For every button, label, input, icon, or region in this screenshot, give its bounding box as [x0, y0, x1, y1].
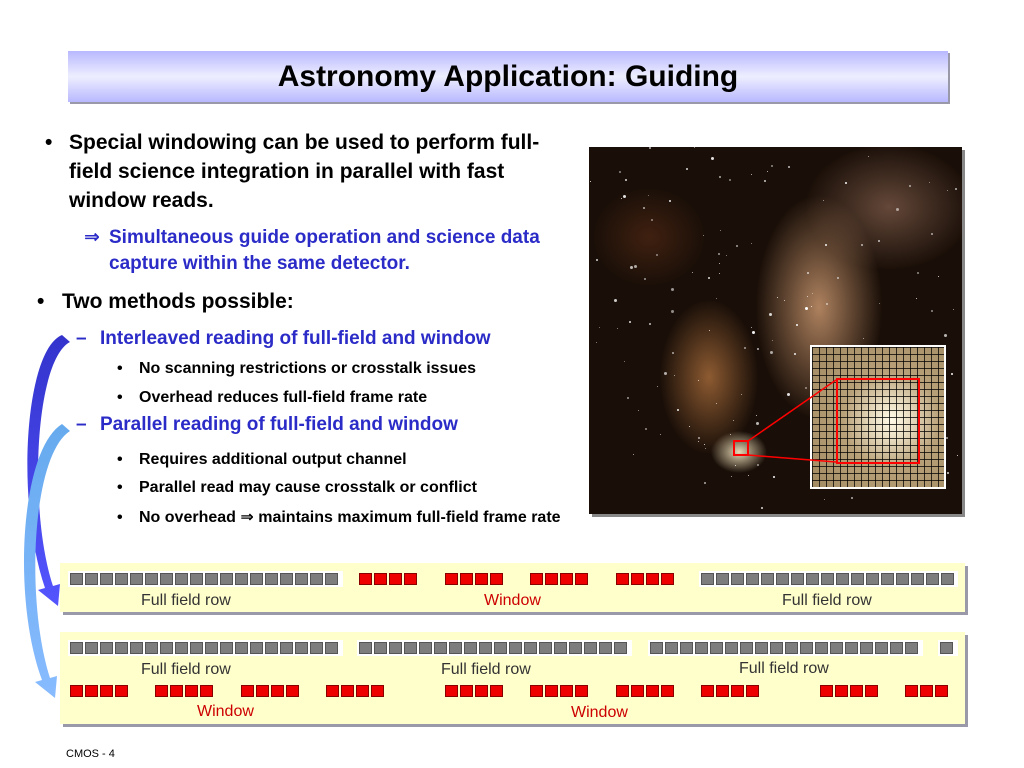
window-pixel	[170, 685, 183, 697]
full-field-pixel	[785, 642, 798, 654]
window-pixel-group	[70, 683, 130, 699]
window-pixel	[85, 685, 98, 697]
full-field-pixel	[896, 573, 909, 585]
full-field-pixel	[295, 573, 308, 585]
full-field-pixel	[911, 573, 924, 585]
full-field-pixel	[740, 642, 753, 654]
slide-title: Astronomy Application: Guiding	[277, 59, 739, 93]
full-field-pixel	[614, 642, 627, 654]
full-field-pixel	[725, 642, 738, 654]
full-field-pixel	[265, 573, 278, 585]
full-field-pixel	[776, 573, 789, 585]
gray-pixel-row	[701, 571, 956, 587]
window-pixel	[575, 685, 588, 697]
gray-pixel-row	[359, 640, 629, 656]
full-field-pixel	[746, 573, 759, 585]
label-full-field-row: Full field row	[441, 661, 531, 678]
full-field-pixel	[250, 573, 263, 585]
window-pixel	[935, 685, 948, 697]
window-pixel	[646, 685, 659, 697]
full-field-pixel	[85, 573, 98, 585]
full-field-pixel	[791, 573, 804, 585]
gray-pixel-row	[650, 640, 920, 656]
full-field-pixel	[509, 642, 522, 654]
full-field-pixel	[220, 642, 233, 654]
window-pixel	[490, 685, 503, 697]
window-pixel	[545, 573, 558, 585]
full-field-pixel	[325, 573, 338, 585]
window-pixel	[631, 573, 644, 585]
window-pixel-group	[155, 683, 215, 699]
gray-pixel-row	[70, 640, 340, 656]
full-field-pixel	[524, 642, 537, 654]
window-pixel	[341, 685, 354, 697]
full-field-pixel	[374, 642, 387, 654]
window-pixel	[241, 685, 254, 697]
full-field-pixel	[175, 642, 188, 654]
full-field-pixel	[494, 642, 507, 654]
window-pixel	[286, 685, 299, 697]
window-pixel	[326, 685, 339, 697]
window-pixel	[70, 685, 83, 697]
full-field-pixel	[755, 642, 768, 654]
window-pixel	[746, 685, 759, 697]
full-field-pixel	[130, 573, 143, 585]
full-field-pixel	[851, 573, 864, 585]
window-pixel	[356, 685, 369, 697]
full-field-pixel	[905, 642, 918, 654]
full-field-pixel	[265, 642, 278, 654]
window-pixel	[661, 573, 674, 585]
full-field-pixel	[190, 642, 203, 654]
full-field-pixel	[665, 642, 678, 654]
window-pixel	[905, 685, 918, 697]
window-pixel	[389, 573, 402, 585]
window-pixel	[575, 573, 588, 585]
full-field-pixel	[434, 642, 447, 654]
full-field-pixel	[770, 642, 783, 654]
window-pixel	[661, 685, 674, 697]
full-field-pixel	[866, 573, 879, 585]
window-pixel	[716, 685, 729, 697]
m2-item-3-b: maintains maximum full-field frame rate	[258, 509, 561, 526]
window-pixel	[631, 685, 644, 697]
bullet-special-windowing: Special windowing can be used to perform full-field science integration in parallel with fast window reads.	[69, 131, 540, 212]
full-field-pixel	[145, 573, 158, 585]
full-field-pixel	[941, 573, 954, 585]
full-field-pixel	[359, 642, 372, 654]
full-field-pixel	[830, 642, 843, 654]
full-field-pixel	[145, 642, 158, 654]
full-field-pixel	[800, 642, 813, 654]
window-pixel	[701, 685, 714, 697]
full-field-pixel	[280, 573, 293, 585]
m1-item-1: No scanning restrictions or crosstalk issues	[139, 360, 477, 377]
bullet-dot: •	[117, 509, 123, 526]
full-field-pixel	[761, 573, 774, 585]
bullet-dot: •	[45, 131, 53, 154]
full-field-pixel	[85, 642, 98, 654]
label-window: Window	[484, 592, 541, 609]
label-full-field-row: Full field row	[141, 592, 231, 609]
window-pixel-group	[445, 571, 505, 587]
full-field-pixel	[890, 642, 903, 654]
bullet-dot: •	[117, 360, 123, 377]
label-window: Window	[571, 704, 628, 721]
full-field-pixel	[175, 573, 188, 585]
window-pixel	[460, 685, 473, 697]
window-pixel-group	[326, 683, 386, 699]
window-pixel	[865, 685, 878, 697]
m2-item-1: Requires additional output channel	[139, 451, 407, 468]
full-field-pixel	[115, 573, 128, 585]
bullet-two-methods: Two methods possible:	[62, 290, 294, 313]
window-pixel-group	[905, 683, 950, 699]
full-field-pixel	[70, 573, 83, 585]
full-field-pixel	[710, 642, 723, 654]
window-pixel	[256, 685, 269, 697]
window-pixel	[545, 685, 558, 697]
full-field-pixel	[70, 642, 83, 654]
window-pixel	[530, 573, 543, 585]
full-field-pixel	[716, 573, 729, 585]
label-full-field-row: Full field row	[739, 660, 829, 677]
full-field-pixel	[419, 642, 432, 654]
full-field-pixel	[464, 642, 477, 654]
full-field-pixel	[821, 573, 834, 585]
window-pixel	[820, 685, 833, 697]
window-pixel	[115, 685, 128, 697]
window-pixel	[560, 573, 573, 585]
window-pixel	[445, 685, 458, 697]
full-field-pixel	[940, 642, 953, 654]
gray-pixel-row	[940, 640, 955, 656]
dash-marker: –	[76, 328, 87, 349]
full-field-pixel	[584, 642, 597, 654]
window-pixel-group	[359, 571, 419, 587]
full-field-pixel	[235, 642, 248, 654]
full-field-pixel	[806, 573, 819, 585]
m1-item-2: Overhead reduces full-field frame rate	[139, 389, 428, 406]
full-field-pixel	[599, 642, 612, 654]
window-pixel-group	[616, 683, 676, 699]
label-full-field-row: Full field row	[782, 592, 872, 609]
full-field-pixel	[160, 573, 173, 585]
window-pixel	[850, 685, 863, 697]
label-window: Window	[197, 703, 254, 720]
window-pixel	[374, 573, 387, 585]
full-field-pixel	[295, 642, 308, 654]
full-field-pixel	[875, 642, 888, 654]
full-field-pixel	[250, 642, 263, 654]
window-pixel	[530, 685, 543, 697]
full-field-pixel	[100, 573, 113, 585]
window-pixel	[100, 685, 113, 697]
window-pixel	[835, 685, 848, 697]
window-pixel	[475, 685, 488, 697]
full-field-pixel	[680, 642, 693, 654]
full-field-pixel	[701, 573, 714, 585]
dash-marker: –	[76, 414, 87, 435]
full-field-pixel	[449, 642, 462, 654]
window-pixel	[155, 685, 168, 697]
full-field-pixel	[205, 573, 218, 585]
full-field-pixel	[235, 573, 248, 585]
full-field-pixel	[100, 642, 113, 654]
full-field-pixel	[860, 642, 873, 654]
full-field-pixel	[881, 573, 894, 585]
full-field-pixel	[220, 573, 233, 585]
window-pixel	[646, 573, 659, 585]
window-pixel	[920, 685, 933, 697]
full-field-pixel	[554, 642, 567, 654]
full-field-pixel	[115, 642, 128, 654]
window-pixel-group	[530, 683, 590, 699]
method-parallel: Parallel reading of full-field and window	[100, 414, 458, 435]
window-pixel	[371, 685, 384, 697]
full-field-pixel	[130, 642, 143, 654]
window-pixel	[560, 685, 573, 697]
window-pixel-group	[820, 683, 880, 699]
full-field-pixel	[539, 642, 552, 654]
full-field-pixel	[325, 642, 338, 654]
window-pixel	[445, 573, 458, 585]
full-field-pixel	[650, 642, 663, 654]
window-pixel	[475, 573, 488, 585]
m2-item-2: Parallel read may cause crosstalk or conflict	[139, 479, 477, 496]
window-pixel	[490, 573, 503, 585]
full-field-pixel	[190, 573, 203, 585]
full-field-pixel	[695, 642, 708, 654]
window-pixel	[185, 685, 198, 697]
method-interleaved: Interleaved reading of full-field and window	[100, 328, 491, 349]
window-pixel	[359, 573, 372, 585]
window-pixel	[616, 685, 629, 697]
window-pixel	[200, 685, 213, 697]
window-pixel	[404, 573, 417, 585]
slide-footer: CMOS - 4	[66, 748, 115, 760]
full-field-pixel	[731, 573, 744, 585]
full-field-pixel	[404, 642, 417, 654]
gray-pixel-row	[70, 571, 340, 587]
full-field-pixel	[926, 573, 939, 585]
window-pixel-group	[241, 683, 301, 699]
window-pixel-group	[616, 571, 676, 587]
full-field-pixel	[815, 642, 828, 654]
implies-arrow-icon: ⇒	[240, 509, 254, 526]
bullet-dot: •	[117, 451, 123, 468]
full-field-pixel	[845, 642, 858, 654]
full-field-pixel	[310, 573, 323, 585]
window-pixel	[616, 573, 629, 585]
bullet-dot: •	[117, 389, 123, 406]
label-full-field-row: Full field row	[141, 661, 231, 678]
bullet-dot: •	[117, 479, 123, 496]
window-pixel	[460, 573, 473, 585]
implies-arrow-icon: ⇒	[84, 227, 100, 248]
full-field-pixel	[569, 642, 582, 654]
full-field-pixel	[836, 573, 849, 585]
m2-item-3-a: No overhead	[139, 509, 236, 526]
sub-bullet-simultaneous: Simultaneous guide operation and science data capture within the same detector.	[109, 227, 540, 274]
bullet-dot: •	[37, 290, 45, 313]
full-field-pixel	[205, 642, 218, 654]
full-field-pixel	[280, 642, 293, 654]
window-pixel	[271, 685, 284, 697]
window-pixel-group	[530, 571, 590, 587]
full-field-pixel	[310, 642, 323, 654]
full-field-pixel	[479, 642, 492, 654]
window-pixel	[731, 685, 744, 697]
window-pixel-group	[701, 683, 761, 699]
window-pixel-group	[445, 683, 505, 699]
full-field-pixel	[160, 642, 173, 654]
full-field-pixel	[389, 642, 402, 654]
